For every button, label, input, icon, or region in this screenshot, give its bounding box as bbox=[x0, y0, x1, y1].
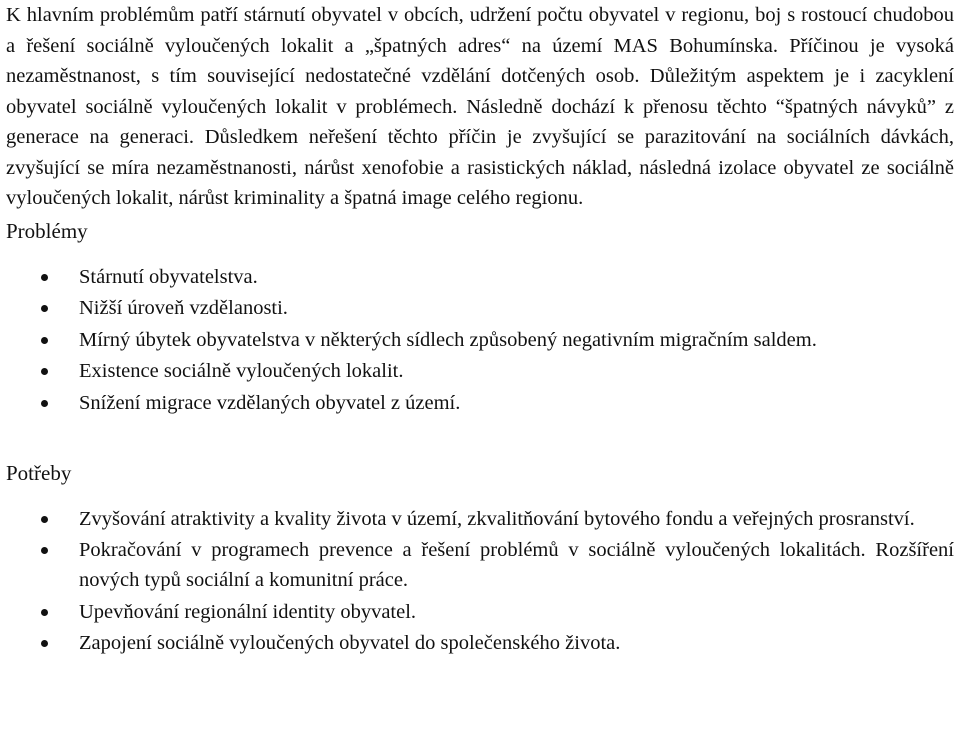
document-page bbox=[6, 0, 954, 660]
list-item-text: Zapojení sociálně vyloučených obyvatel do společenského života. bbox=[79, 632, 621, 654]
list-item-text: Nižší úroveň vzdělanosti. bbox=[79, 297, 288, 319]
bullet-icon bbox=[41, 368, 48, 375]
list-item-text: Zvyšování atraktivity a kvality života v území, zkvalitňování bytového fondu a veřejných prosranství. bbox=[79, 507, 915, 530]
list-item bbox=[6, 628, 954, 658]
bullet-icon bbox=[41, 609, 48, 616]
list-item-text: Upevňování regionální identity obyvatel. bbox=[79, 600, 417, 623]
list-item-text: Snížení migrace vzdělaných obyvatel z území. bbox=[79, 391, 461, 414]
list-item bbox=[6, 356, 954, 386]
potreby-heading: Potřeby bbox=[6, 460, 72, 485]
list-item bbox=[6, 388, 954, 418]
list-item bbox=[6, 293, 954, 323]
list-item-text: Pokračování v programech prevence a řešení problémů v sociálně vyloučených lokalitách. Rozšíření nových typů sociální a komunitní práce. bbox=[79, 539, 954, 591]
list-item-text: Existence sociálně vyloučených lokalit. bbox=[79, 360, 404, 382]
bullet-icon bbox=[41, 640, 48, 647]
problemy-list bbox=[6, 262, 954, 418]
bullet-icon bbox=[41, 516, 48, 523]
bullet-icon bbox=[41, 274, 48, 281]
list-item bbox=[6, 597, 954, 627]
potreby-list bbox=[6, 504, 954, 659]
list-item bbox=[6, 325, 954, 355]
intro-paragraph: K hlavním problémům patří stárnutí obyvatel v obcích, udržení počtu obyvatel v regionu, boj s rostoucí chudobou a řešení sociálně vyloučených lokalit a „špatných adres“ na území MAS Bohumínska. Příčinou je vysoká nezaměstnanost, s tím související nedostatečné vzdělání dotčených osob. Důležitým aspektem je i zacyklení obyvatel sociálně vyloučených lokalit v problémech. Následně dochází k přenosu těchto “špatných návyků” z generace na generaci. Důsledkem neřešení těchto příčin je zvyšující se parazitování na sociálních dávkách, zvyšující se míra nezaměstnanosti, nárůst xenofobie a rasistických náklad, následná izolace obyvatel ze sociálně vyloučených lokalit, nárůst kriminality a špatná image celého regionu. bbox=[6, 4, 954, 209]
bullet-icon bbox=[41, 400, 48, 407]
list-item-text: Stárnutí obyvatelstva. bbox=[79, 265, 258, 288]
bullet-icon bbox=[41, 547, 48, 554]
list-item bbox=[6, 535, 954, 595]
bullet-icon bbox=[41, 337, 48, 344]
list-item-text: Mírný úbytek obyvatelstva v některých sídlech způsobený negativním migračním saldem. bbox=[79, 328, 817, 351]
bullet-icon bbox=[41, 305, 48, 312]
problemy-heading: Problémy bbox=[6, 218, 88, 243]
list-item bbox=[6, 262, 954, 292]
list-item bbox=[6, 504, 954, 534]
